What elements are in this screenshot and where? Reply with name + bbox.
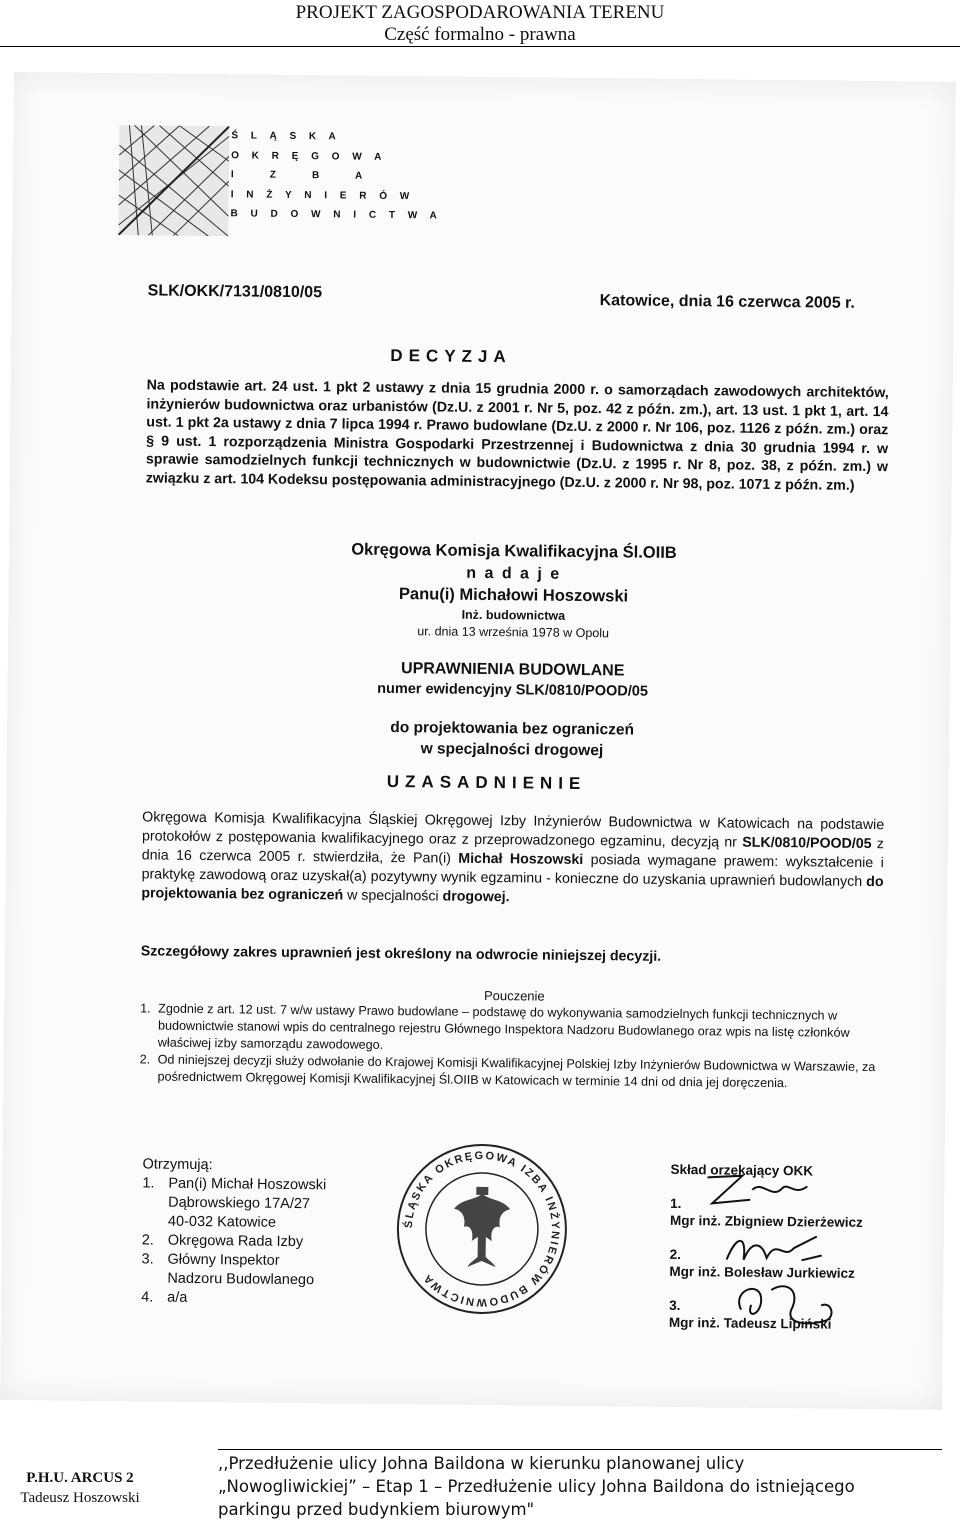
instruction-text: Zgodnie z art. 12 ust. 7 w/w ustawy Prawo budowlane – podstawę do wykonywania samodzielnych funkcji technicznych w budownictwie stanowi wpis do centralnego rejestru Głównego Inspektora Nadzoru Budowlanego oraz wpis na listę członków właściwej izby samorządu zawodowego.: [157, 1001, 850, 1052]
scope-note: Szczegółowy zakres uprawnień jest określony na odwrocie niniejszej decyzji.: [140, 943, 662, 965]
instruction-item: [139, 1051, 881, 1093]
registration-number: numer ewidencyjny SLK/0810/POOD/05: [377, 680, 649, 700]
header-divider: [0, 46, 960, 47]
footer-company: [10, 1468, 150, 1508]
logo-line: O K R Ę G O W A: [231, 149, 387, 163]
recipient-number: 3.: [141, 1251, 154, 1268]
specialty-line: w specjalności drogowej: [420, 740, 604, 760]
committee-title: Skład orzekający OKK: [670, 1161, 814, 1179]
logo-line: B U D O W N I C T W A: [230, 208, 442, 222]
committee-number: 1.: [670, 1195, 682, 1212]
recipient-line: Pan(i) Michał Hoszowski: [168, 1175, 327, 1194]
instruction-title: Pouczenie: [483, 987, 545, 1004]
justification-part: posiada wymagane prawem: wykształcenie i praktykę zawodową oraz uzyskał(a) pozytywny wynik egzaminu - konieczne do uzyskania uprawnień budowlanych: [141, 852, 884, 890]
official-seal-icon: [391, 1138, 573, 1320]
recipient-line: 40-032 Katowice: [167, 1213, 277, 1231]
recipients-list: [141, 1155, 327, 1309]
signature-2-icon: [721, 1229, 831, 1270]
scope-phrase: do projektowania bez ograniczeń: [141, 873, 884, 904]
entitlement-title: UPRAWNIENIA BUDOWLANE: [400, 660, 625, 680]
grants-word: n a d a j e: [466, 564, 562, 583]
committee-member: Mgr inż. Bolesław Jurkiewicz: [669, 1263, 855, 1281]
instruction-text: Od niniejszej decyzji służy odwołanie do Krajowej Komisji Kwalifikacyjnej Polskiej Izby Inżynierów Budownictwa w Warszawie, za pośrednictwem Okręgowej Komisji Kwalifikacyjnej Śl.OIIB w Katowicach w terminie 14 dni od dnia jej doręczenia.: [157, 1052, 876, 1091]
instruction-list: [139, 1000, 882, 1093]
project-name-line: „Nowogliwickiej” – Etap 1 – Przedłużenie ulicy Johna Baildona do istniejącego: [218, 1477, 855, 1496]
recipients-title: Otrzymują:: [142, 1156, 213, 1174]
project-name-line: ,,Przedłużenie ulicy Johna Baildona w kierunku planowanej ulicy: [218, 1454, 745, 1473]
committee-member: Mgr inż. Zbigniew Dzierżewicz: [669, 1212, 863, 1230]
project-title: PROJEKT ZAGOSPODAROWANIA TERENU: [295, 2, 665, 23]
scope-line: do projektowania bez ograniczeń: [390, 718, 635, 739]
page-header: [0, 0, 960, 46]
specialty-phrase: drogowej.: [442, 888, 510, 906]
logo-line: Ś L Ą S K A: [231, 130, 341, 143]
justification-part: w specjalności: [343, 887, 443, 905]
recipient-item: [141, 1288, 325, 1309]
recipient-line: Okręgowa Rada Izby: [167, 1232, 304, 1251]
recipient-item: [141, 1250, 325, 1290]
justification-part: Okręgowa Komisja Kwalifikacyjna Śląskiej Okręgowej Izby Inżynierów Budownictwa w Katowicach na podstawie protokołów z postępowania kwalifikacyjnego oraz z przeprowadzonego egzaminu, decyzją nr: [141, 809, 885, 851]
company-name: P.H.U. ARCUS 2: [26, 1470, 134, 1486]
chamber-name: [230, 126, 442, 226]
chamber-logo-icon: [118, 125, 229, 236]
recipient-line: Dąbrowskiego 17A/27: [168, 1194, 311, 1213]
committee-number: 2.: [669, 1246, 681, 1263]
reference-number: SLK/OKK/7131/0810/05: [147, 282, 323, 302]
signature-3-icon: [731, 1280, 842, 1336]
holder-name: Michał Hoszowski: [458, 850, 584, 869]
justification-title: UZASADNIENIE: [386, 771, 587, 794]
place-date: Katowice, dnia 16 czerwca 2005 r.: [599, 292, 855, 312]
seal-text: ŚLĄSKA OKRĘGOWA IZBA INŻYNIERÓW BUDOWNICTWA: [402, 1149, 562, 1309]
decision-number: SLK/0810/POOD/05: [742, 834, 872, 853]
commission-name: Okręgowa Komisja Kwalifikacyjna Śl.OIIB: [351, 540, 677, 562]
author-name: Tadeusz Hoszowski: [20, 1490, 140, 1506]
footer-project-name: [218, 1452, 948, 1521]
scanned-decision-document: [0, 72, 956, 1410]
logo-line: I N Ż Y N I E R Ó W: [230, 188, 415, 202]
justification-part: z dnia 16 czerwca 2005 r. stwierdziła, że Pan(i): [141, 836, 885, 867]
instruction-item: [140, 1000, 882, 1059]
profession: Inż. budownictwa: [461, 607, 566, 623]
birth-info: ur. dnia 13 września 1978 w Opolu: [417, 624, 610, 641]
recipient-line: a/a: [167, 1289, 188, 1306]
footer-divider: [218, 1449, 942, 1450]
signature-1-icon: [702, 1169, 812, 1210]
decision-title: DECYZJA: [390, 345, 512, 367]
recipient-item: [142, 1231, 326, 1252]
grant-block: [277, 538, 749, 763]
recipient-line: Nadzoru Budowlanego: [167, 1270, 315, 1289]
recipient-number: 2.: [141, 1232, 154, 1249]
project-subtitle: Część formalno - prawna: [384, 24, 576, 45]
recipient-number: 4.: [141, 1289, 154, 1306]
justification-text: [141, 808, 884, 911]
recipient-line: Główny Inspektor: [167, 1251, 280, 1269]
legal-basis: Na podstawie art. 24 ust. 1 pkt 2 ustawy z dnia 15 grudnia 2000 r. o samorządach zawodowych architektów, inżynierów budownictwa oraz urbanistów (Dz.U. z 2001 r. Nr 5, poz. 42 z późn. zm.), art. 13 ust. 1 pkt 1, art. 14 ust. 1 pkt 2a ustawy z dnia 7 lipca 1994 r. Prawo budowlane (Dz.U. z 2000 r. Nr 106, poz. 1126 z późn. zm.) oraz § 9 ust. 1 rozporządzenia Ministra Gospodarki Przestrzennej i Budownictwa z dnia 30 grudnia 1994 r. w sprawie samodzielnych funkcji technicznych w budownictwie (Dz.U. z 1995 r. Nr 8, poz. 38, z późn. zm.) w związku z art. 104 Kodeksu postępowania administracyjnego (Dz.U. z 2000 r. Nr 98, poz. 1071 z późn. zm.): [145, 377, 889, 494]
recipient-name: Panu(i) Michałowi Hoszowski: [398, 585, 629, 606]
project-name-line: parkingu przed budynkiem biurowym": [218, 1500, 535, 1519]
instruction-number: 2.: [139, 1052, 151, 1067]
instruction-number: 1.: [140, 1001, 151, 1016]
committee-member: Mgr inż. Tadeusz Lipiński: [668, 1314, 832, 1332]
recipient-item: [142, 1174, 327, 1233]
recipient-number: 1.: [142, 1175, 155, 1192]
committee-number: 3.: [669, 1297, 681, 1314]
logo-line: I Z B A: [230, 169, 368, 182]
